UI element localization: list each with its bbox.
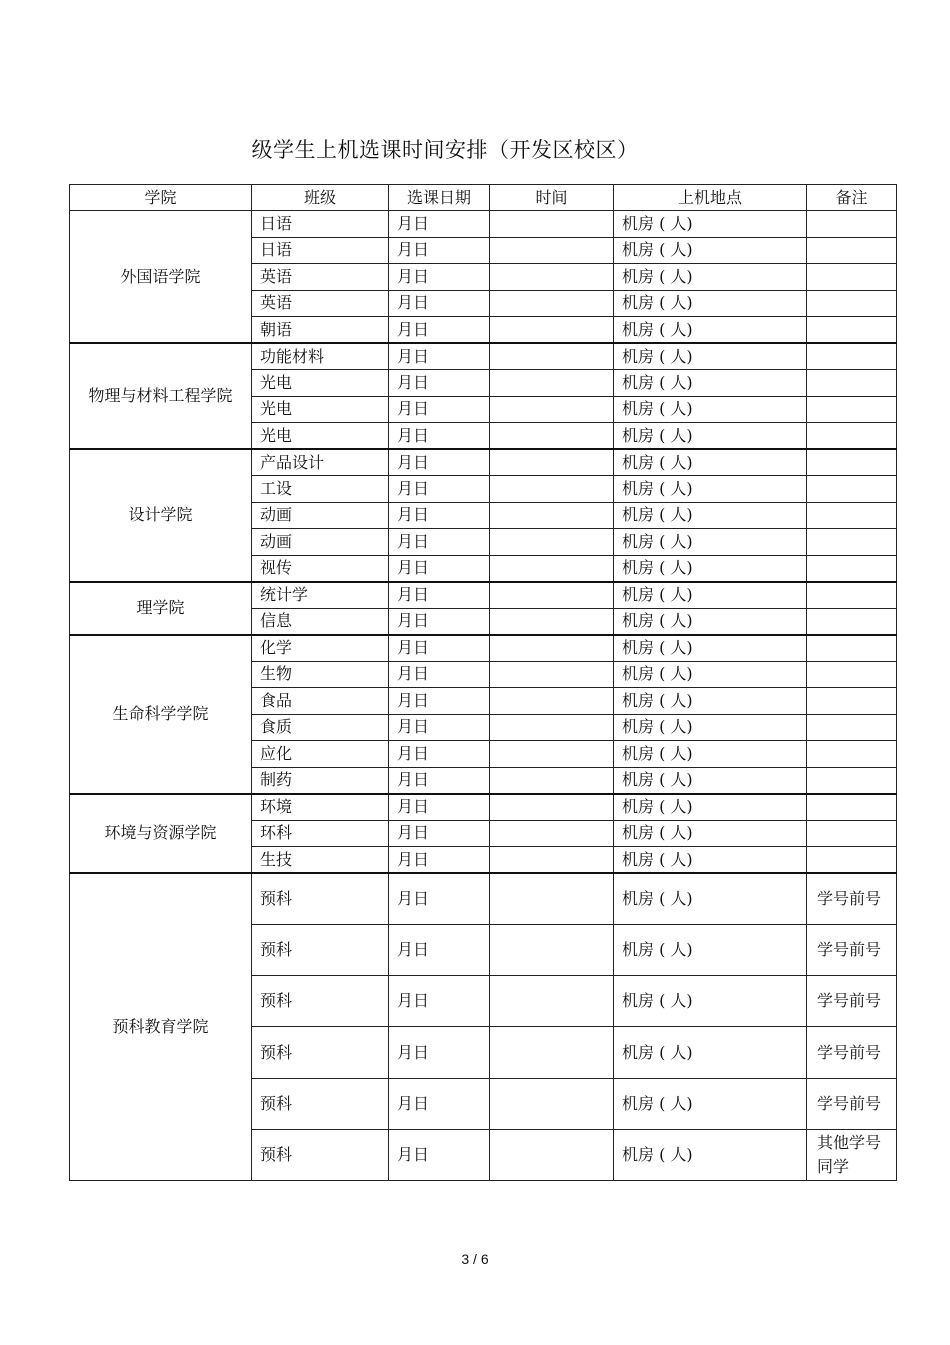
class-cell: 朝语 bbox=[252, 317, 389, 344]
date-cell: 月日 bbox=[389, 237, 490, 264]
table-row bbox=[70, 873, 897, 924]
time-cell bbox=[490, 555, 614, 582]
class-cell: 光电 bbox=[252, 396, 389, 423]
location-cell: 机房 ( 人) bbox=[614, 555, 807, 582]
document-title: 级学生上机选课时间安排（开发区校区） bbox=[251, 138, 639, 162]
table-row bbox=[70, 211, 897, 238]
remark-cell bbox=[807, 264, 897, 291]
location-cell: 机房 ( 人) bbox=[614, 741, 807, 768]
date-cell: 月日 bbox=[389, 370, 490, 397]
class-cell: 食质 bbox=[252, 714, 389, 741]
remark-cell bbox=[807, 343, 897, 370]
remark-cell bbox=[807, 582, 897, 609]
date-cell: 月日 bbox=[389, 741, 490, 768]
page-number: 3 / 6 bbox=[461, 1251, 489, 1267]
date-cell: 月日 bbox=[389, 873, 490, 924]
class-cell: 光电 bbox=[252, 370, 389, 397]
class-cell: 生技 bbox=[252, 847, 389, 874]
class-cell: 英语 bbox=[252, 290, 389, 317]
header-remark: 备注 bbox=[807, 185, 897, 211]
time-cell bbox=[490, 608, 614, 635]
remark-cell bbox=[807, 661, 897, 688]
time-cell bbox=[490, 714, 614, 741]
class-cell: 应化 bbox=[252, 741, 389, 768]
date-cell: 月日 bbox=[389, 661, 490, 688]
time-cell bbox=[490, 343, 614, 370]
table-row bbox=[70, 582, 897, 609]
location-cell: 机房 ( 人) bbox=[614, 396, 807, 423]
remark-cell bbox=[807, 688, 897, 715]
time-cell bbox=[490, 476, 614, 503]
date-cell: 月日 bbox=[389, 794, 490, 821]
header-college: 学院 bbox=[70, 185, 252, 211]
location-cell: 机房 ( 人) bbox=[614, 608, 807, 635]
location-cell: 机房 ( 人) bbox=[614, 370, 807, 397]
location-cell: 机房 ( 人) bbox=[614, 661, 807, 688]
class-cell: 工设 bbox=[252, 476, 389, 503]
date-cell: 月日 bbox=[389, 608, 490, 635]
location-cell: 机房 ( 人) bbox=[614, 290, 807, 317]
location-cell: 机房 ( 人) bbox=[614, 1129, 807, 1180]
location-cell: 机房 ( 人) bbox=[614, 873, 807, 924]
schedule-table bbox=[69, 184, 897, 1181]
remark-cell bbox=[807, 476, 897, 503]
date-cell: 月日 bbox=[389, 343, 490, 370]
class-cell: 食品 bbox=[252, 688, 389, 715]
header-time: 时间 bbox=[490, 185, 614, 211]
date-cell: 月日 bbox=[389, 582, 490, 609]
location-cell: 机房 ( 人) bbox=[614, 635, 807, 662]
remark-cell bbox=[807, 847, 897, 874]
remark-cell bbox=[807, 635, 897, 662]
time-cell bbox=[490, 582, 614, 609]
date-cell: 月日 bbox=[389, 688, 490, 715]
location-cell: 机房 ( 人) bbox=[614, 688, 807, 715]
class-cell: 日语 bbox=[252, 237, 389, 264]
table-row bbox=[70, 794, 897, 821]
date-cell: 月日 bbox=[389, 976, 490, 1027]
time-cell bbox=[490, 502, 614, 529]
remark-cell bbox=[807, 529, 897, 556]
remark-cell bbox=[807, 370, 897, 397]
class-cell: 生物 bbox=[252, 661, 389, 688]
remark-cell bbox=[807, 820, 897, 847]
time-cell bbox=[490, 794, 614, 821]
time-cell bbox=[490, 264, 614, 291]
time-cell bbox=[490, 423, 614, 450]
class-cell: 环境 bbox=[252, 794, 389, 821]
date-cell: 月日 bbox=[389, 924, 490, 975]
time-cell bbox=[490, 820, 614, 847]
remark-cell bbox=[807, 449, 897, 476]
date-cell: 月日 bbox=[389, 635, 490, 662]
remark-cell bbox=[807, 555, 897, 582]
class-cell: 化学 bbox=[252, 635, 389, 662]
remark-cell bbox=[807, 714, 897, 741]
time-cell bbox=[490, 370, 614, 397]
date-cell: 月日 bbox=[389, 449, 490, 476]
remark-cell: 学号前号 bbox=[807, 976, 897, 1027]
location-cell: 机房 ( 人) bbox=[614, 449, 807, 476]
college-cell: 预科教育学院 bbox=[70, 873, 252, 1181]
college-cell: 设计学院 bbox=[70, 449, 252, 582]
remark-cell bbox=[807, 396, 897, 423]
table-row bbox=[70, 343, 897, 370]
location-cell: 机房 ( 人) bbox=[614, 714, 807, 741]
time-cell bbox=[490, 211, 614, 238]
remark-cell bbox=[807, 502, 897, 529]
time-cell bbox=[490, 635, 614, 662]
location-cell: 机房 ( 人) bbox=[614, 529, 807, 556]
time-cell bbox=[490, 661, 614, 688]
class-cell: 环科 bbox=[252, 820, 389, 847]
class-cell: 动画 bbox=[252, 502, 389, 529]
time-cell bbox=[490, 1027, 614, 1078]
remark-cell bbox=[807, 211, 897, 238]
class-cell: 信息 bbox=[252, 608, 389, 635]
date-cell: 月日 bbox=[389, 211, 490, 238]
class-cell: 预科 bbox=[252, 1078, 389, 1129]
table-row bbox=[70, 635, 897, 662]
location-cell: 机房 ( 人) bbox=[614, 211, 807, 238]
date-cell: 月日 bbox=[389, 847, 490, 874]
location-cell: 机房 ( 人) bbox=[614, 924, 807, 975]
date-cell: 月日 bbox=[389, 529, 490, 556]
class-cell: 预科 bbox=[252, 873, 389, 924]
time-cell bbox=[490, 529, 614, 556]
location-cell: 机房 ( 人) bbox=[614, 976, 807, 1027]
header-class: 班级 bbox=[252, 185, 389, 211]
date-cell: 月日 bbox=[389, 290, 490, 317]
date-cell: 月日 bbox=[389, 502, 490, 529]
class-cell: 日语 bbox=[252, 211, 389, 238]
class-cell: 产品设计 bbox=[252, 449, 389, 476]
class-cell: 预科 bbox=[252, 924, 389, 975]
college-cell: 外国语学院 bbox=[70, 211, 252, 344]
location-cell: 机房 ( 人) bbox=[614, 847, 807, 874]
class-cell: 统计学 bbox=[252, 582, 389, 609]
remark-cell: 学号前号 bbox=[807, 873, 897, 924]
remark-cell: 学号前号 bbox=[807, 1078, 897, 1129]
date-cell: 月日 bbox=[389, 423, 490, 450]
time-cell bbox=[490, 741, 614, 768]
time-cell bbox=[490, 924, 614, 975]
table-header-row bbox=[70, 185, 897, 211]
time-cell bbox=[490, 1129, 614, 1180]
remark-cell bbox=[807, 237, 897, 264]
class-cell: 预科 bbox=[252, 1129, 389, 1180]
remark-cell: 其他学号同学 bbox=[807, 1129, 897, 1180]
remark-cell: 学号前号 bbox=[807, 924, 897, 975]
time-cell bbox=[490, 290, 614, 317]
date-cell: 月日 bbox=[389, 820, 490, 847]
time-cell bbox=[490, 1078, 614, 1129]
date-cell: 月日 bbox=[389, 767, 490, 794]
location-cell: 机房 ( 人) bbox=[614, 1078, 807, 1129]
date-cell: 月日 bbox=[389, 714, 490, 741]
location-cell: 机房 ( 人) bbox=[614, 317, 807, 344]
class-cell: 视传 bbox=[252, 555, 389, 582]
date-cell: 月日 bbox=[389, 1078, 490, 1129]
class-cell: 光电 bbox=[252, 423, 389, 450]
remark-cell bbox=[807, 741, 897, 768]
location-cell: 机房 ( 人) bbox=[614, 582, 807, 609]
time-cell bbox=[490, 767, 614, 794]
date-cell: 月日 bbox=[389, 555, 490, 582]
location-cell: 机房 ( 人) bbox=[614, 237, 807, 264]
date-cell: 月日 bbox=[389, 264, 490, 291]
date-cell: 月日 bbox=[389, 317, 490, 344]
location-cell: 机房 ( 人) bbox=[614, 502, 807, 529]
class-cell: 英语 bbox=[252, 264, 389, 291]
class-cell: 预科 bbox=[252, 1027, 389, 1078]
location-cell: 机房 ( 人) bbox=[614, 820, 807, 847]
table-row bbox=[70, 449, 897, 476]
class-cell: 功能材料 bbox=[252, 343, 389, 370]
location-cell: 机房 ( 人) bbox=[614, 476, 807, 503]
class-cell: 动画 bbox=[252, 529, 389, 556]
schedule-body bbox=[70, 211, 897, 1181]
remark-cell bbox=[807, 290, 897, 317]
header-location: 上机地点 bbox=[614, 185, 807, 211]
time-cell bbox=[490, 449, 614, 476]
date-cell: 月日 bbox=[389, 1027, 490, 1078]
time-cell bbox=[490, 396, 614, 423]
header-date: 选课日期 bbox=[389, 185, 490, 211]
time-cell bbox=[490, 237, 614, 264]
time-cell bbox=[490, 317, 614, 344]
location-cell: 机房 ( 人) bbox=[614, 1027, 807, 1078]
class-cell: 制药 bbox=[252, 767, 389, 794]
location-cell: 机房 ( 人) bbox=[614, 767, 807, 794]
date-cell: 月日 bbox=[389, 396, 490, 423]
remark-cell bbox=[807, 794, 897, 821]
college-cell: 物理与材料工程学院 bbox=[70, 343, 252, 449]
remark-cell bbox=[807, 767, 897, 794]
remark-cell bbox=[807, 423, 897, 450]
remark-cell bbox=[807, 317, 897, 344]
college-cell: 生命科学学院 bbox=[70, 635, 252, 794]
remark-cell bbox=[807, 608, 897, 635]
time-cell bbox=[490, 847, 614, 874]
location-cell: 机房 ( 人) bbox=[614, 794, 807, 821]
college-cell: 理学院 bbox=[70, 582, 252, 635]
time-cell bbox=[490, 873, 614, 924]
college-cell: 环境与资源学院 bbox=[70, 794, 252, 874]
date-cell: 月日 bbox=[389, 476, 490, 503]
remark-cell: 学号前号 bbox=[807, 1027, 897, 1078]
location-cell: 机房 ( 人) bbox=[614, 423, 807, 450]
time-cell bbox=[490, 976, 614, 1027]
class-cell: 预科 bbox=[252, 976, 389, 1027]
location-cell: 机房 ( 人) bbox=[614, 264, 807, 291]
location-cell: 机房 ( 人) bbox=[614, 343, 807, 370]
date-cell: 月日 bbox=[389, 1129, 490, 1180]
time-cell bbox=[490, 688, 614, 715]
